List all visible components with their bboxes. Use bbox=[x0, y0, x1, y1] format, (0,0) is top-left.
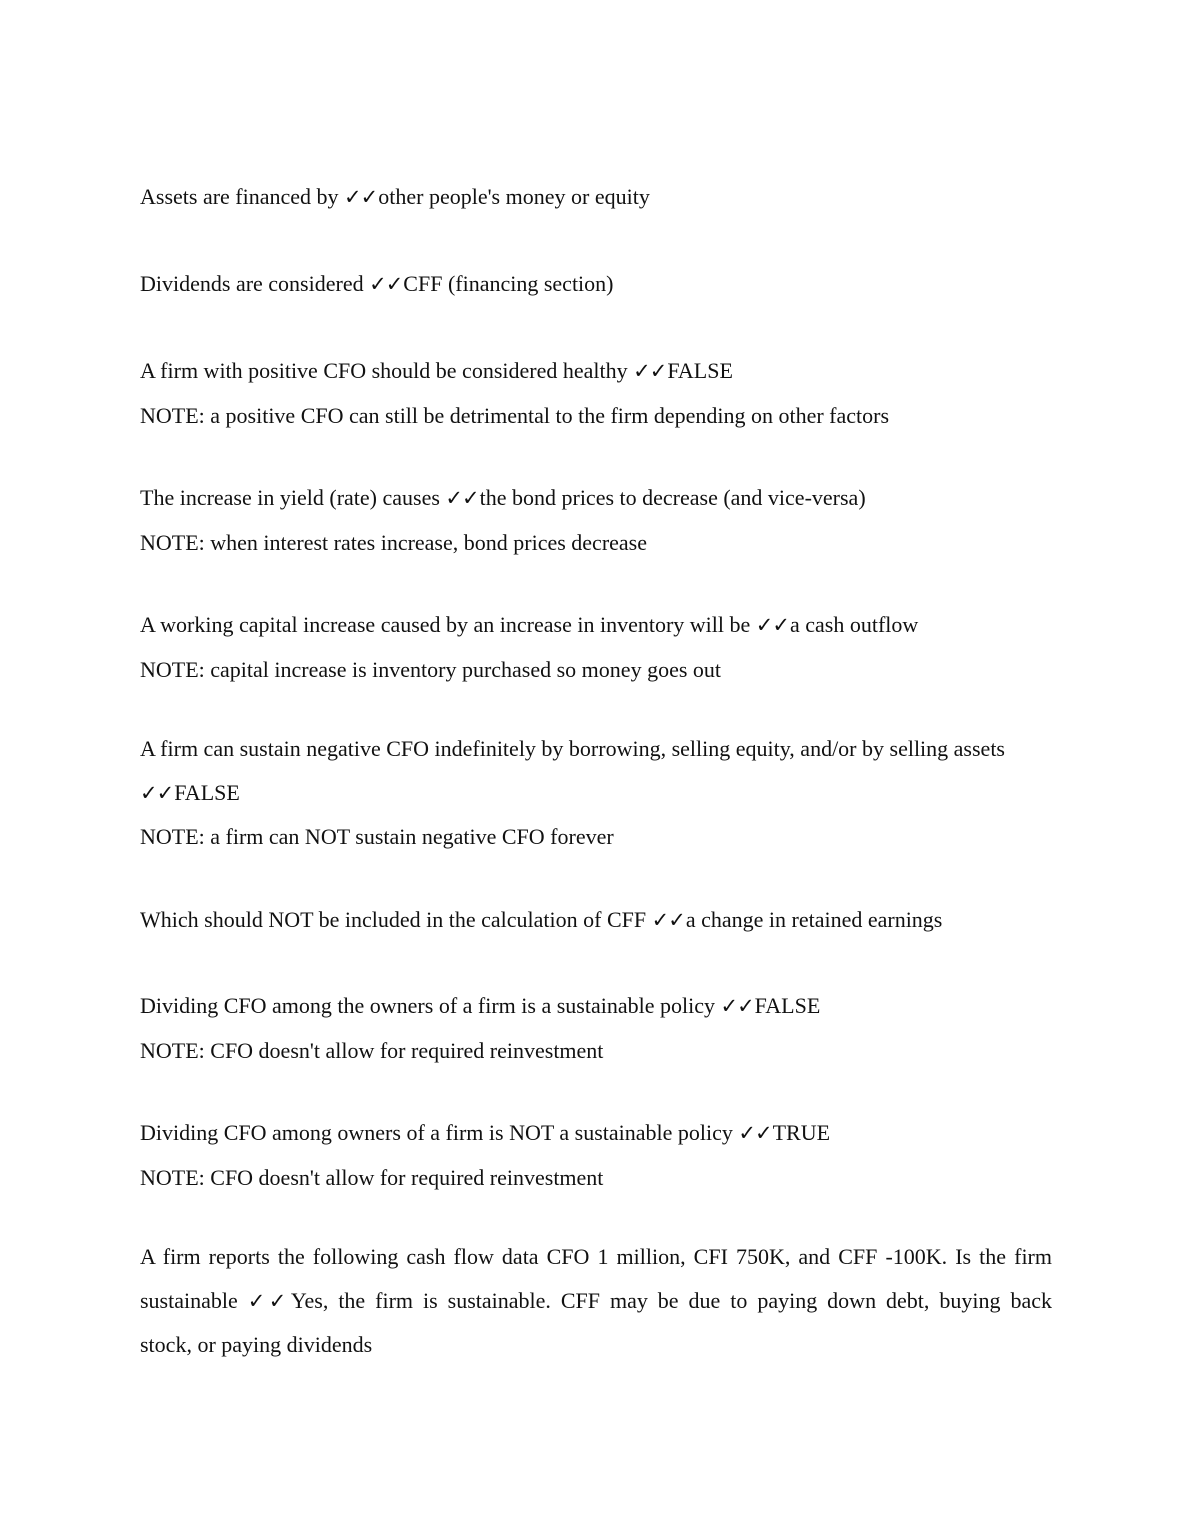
question-line bbox=[140, 349, 1052, 394]
double-check-icon: ✓✓ bbox=[344, 185, 378, 209]
double-check-icon: ✓✓ bbox=[247, 1288, 290, 1313]
question-text: A working capital increase caused by an increase in inventory will be bbox=[140, 612, 756, 637]
answer-text: FALSE bbox=[754, 993, 821, 1018]
double-check-icon: ✓✓ bbox=[651, 908, 685, 932]
qa-item-2 bbox=[140, 262, 1052, 307]
double-check-icon: ✓✓ bbox=[720, 994, 754, 1018]
answer-text: FALSE bbox=[667, 358, 733, 383]
qa-item-7 bbox=[140, 898, 1052, 943]
question-text: Which should NOT be included in the calculation of CFF bbox=[140, 907, 652, 932]
question-text: Dividing CFO among the owners of a firm is a sustainable policy bbox=[140, 993, 721, 1018]
note-text: NOTE: when interest rates increase, bond prices decrease bbox=[140, 529, 647, 555]
qa-item-10 bbox=[140, 1235, 1052, 1367]
double-check-icon: ✓✓ bbox=[140, 780, 174, 805]
question-text: A firm can sustain negative CFO indefinitely by borrowing, selling equity, and/or by selling assets bbox=[140, 736, 1005, 761]
answer-text: FALSE bbox=[174, 779, 240, 805]
qa-item-8 bbox=[140, 984, 1052, 1072]
double-check-icon: ✓✓ bbox=[738, 1121, 772, 1145]
question-line bbox=[140, 898, 1052, 943]
question-line bbox=[140, 603, 1052, 648]
question-line bbox=[140, 175, 1052, 220]
qa-item-1 bbox=[140, 175, 1052, 220]
answer-line bbox=[140, 771, 1052, 816]
question-line bbox=[140, 984, 1052, 1029]
note-text: NOTE: CFO doesn't allow for required reinvestment bbox=[140, 1164, 604, 1190]
answer-text: a change in retained earnings bbox=[685, 907, 943, 932]
double-check-icon: ✓✓ bbox=[633, 359, 667, 383]
question-text: sustainable bbox=[140, 1287, 248, 1313]
qa-item-3 bbox=[140, 349, 1052, 437]
note-text: NOTE: a positive CFO can still be detrimental to the firm depending on other factors bbox=[140, 402, 890, 428]
answer-text: stock, or paying dividends bbox=[140, 1332, 373, 1357]
question-answer-line bbox=[140, 1279, 1052, 1324]
note-text: NOTE: a firm can NOT sustain negative CFO forever bbox=[140, 824, 614, 849]
note-text: NOTE: CFO doesn't allow for required reinvestment bbox=[140, 1037, 604, 1063]
question-line bbox=[140, 476, 1052, 521]
question-text: Dividends are considered bbox=[140, 271, 370, 296]
qa-item-6 bbox=[140, 727, 1052, 859]
double-check-icon: ✓✓ bbox=[445, 486, 479, 510]
question-line bbox=[140, 262, 1052, 307]
note-text: NOTE: capital increase is inventory purchased so money goes out bbox=[140, 656, 722, 682]
answer-text: Yes, the firm is sustainable. CFF may be due to paying down debt, buying back bbox=[290, 1287, 1052, 1313]
question-text: A firm with positive CFO should be considered healthy bbox=[140, 358, 634, 383]
qa-item-4 bbox=[140, 476, 1052, 564]
question-text: The increase in yield (rate) causes bbox=[140, 485, 446, 510]
qa-item-9 bbox=[140, 1111, 1052, 1199]
answer-text: other people's money or equity bbox=[378, 184, 650, 209]
question-line bbox=[140, 1111, 1052, 1156]
question-text: Dividing CFO among owners of a firm is NOT a sustainable policy bbox=[140, 1120, 739, 1145]
answer-text: a cash outflow bbox=[790, 612, 919, 637]
answer-text: TRUE bbox=[772, 1120, 831, 1145]
qa-item-5 bbox=[140, 603, 1052, 691]
answer-text: CFF (financing section) bbox=[403, 271, 614, 296]
double-check-icon: ✓✓ bbox=[369, 272, 403, 296]
double-check-icon: ✓✓ bbox=[755, 613, 789, 637]
question-text: A firm reports the following cash flow data CFO 1 million, CFI 750K, and CFF -100K. Is the firm bbox=[140, 1244, 1052, 1269]
answer-text: the bond prices to decrease (and vice-versa) bbox=[479, 485, 866, 510]
question-text: Assets are financed by bbox=[140, 184, 345, 209]
